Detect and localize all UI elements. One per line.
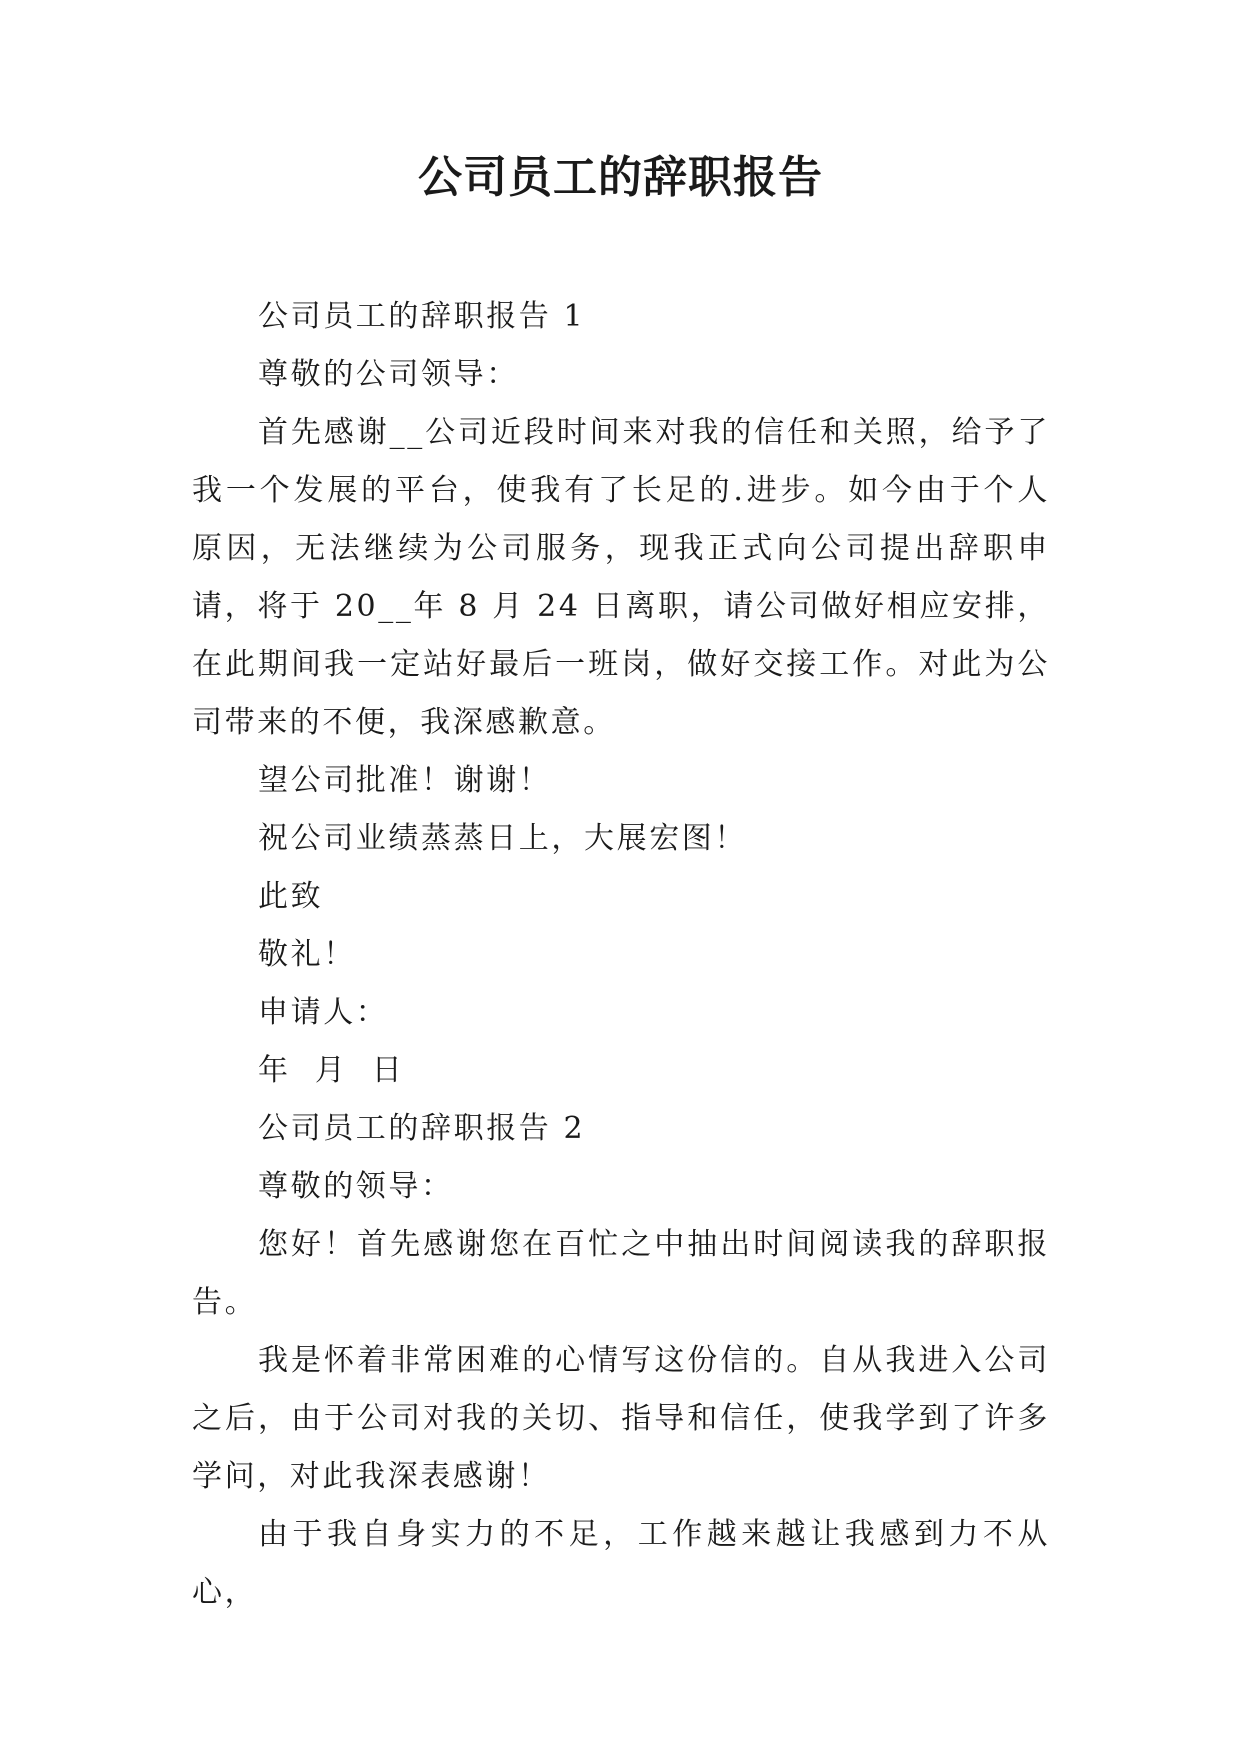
salutation-1: 尊敬的公司领导： <box>258 357 519 392</box>
document-title: 公司员工的辞职报告 <box>418 152 823 203</box>
body-paragraph: 您好！首先感谢您在百忙之中抽出时间阅读我的辞职报告。 <box>192 1227 1050 1320</box>
salutation-2: 尊敬的领导： <box>258 1169 454 1204</box>
date-line: 年 月 日 <box>258 1053 405 1088</box>
body-paragraph: 我是怀着非常困难的心情写这份信的。自从我进入公司之后，由于公司对我的关切、指导和信任，使我学到了许多学问，对此我深表感谢！ <box>192 1343 1050 1494</box>
wishes-line: 祝公司业绩蒸蒸日上，大展宏图！ <box>258 821 747 856</box>
request-approval-line: 望公司批准！谢谢！ <box>258 763 552 798</box>
applicant-line: 申请人： <box>258 995 389 1030</box>
body-paragraph: 首先感谢__公司近段时间来对我的信任和关照，给予了我一个发展的平台，使我有了长足的.进步。如今由于个人原因，无法继续为公司服务，现我正式向公司提出辞职申请，将于 20__年 8 月 24 日离职，请公司做好相应安排，在此期间我一定站好最后一班岗，做好交接工作。对此为公司带来的不便，我深感歉意。 <box>192 415 1050 740</box>
closing-line: 此致 <box>258 879 324 914</box>
section-heading-2: 公司员工的辞职报告 2 <box>258 1111 586 1146</box>
body-paragraph: 由于我自身实力的不足，工作越来越让我感到力不从心， <box>192 1517 1050 1610</box>
section-heading-1: 公司员工的辞职报告 1 <box>258 299 586 334</box>
document-body <box>192 288 1050 1622</box>
regards-line: 敬礼！ <box>258 937 356 972</box>
